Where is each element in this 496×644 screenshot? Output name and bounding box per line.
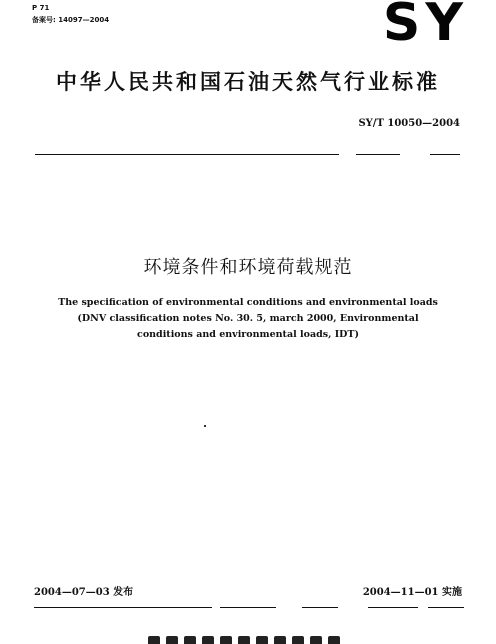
header-divider	[35, 154, 339, 155]
footer-divider-segment	[220, 607, 276, 608]
header-divider-segment	[430, 154, 460, 155]
issue-date: 2004—07—03 发布	[34, 587, 134, 598]
english-title-line: (DNV classification notes No. 30. 5, march 2000, Environmental	[77, 313, 419, 324]
footer-divider-segment	[302, 607, 338, 608]
sy-logo: SY	[382, 0, 468, 53]
document-title-chinese: 环境条件和环境荷载规范	[143, 257, 353, 278]
standard-type-heading: 中华人民共和国石油天然气行业标准	[56, 70, 440, 94]
footer-divider-segment	[368, 607, 418, 608]
footer-divider	[34, 607, 212, 608]
standard-number: SY/T 10050—2004	[358, 118, 460, 129]
cropped-issuer-text	[148, 634, 358, 644]
classification-code: P 71	[32, 4, 50, 12]
implementation-date: 2004—11—01 实施	[362, 587, 462, 598]
header-divider-segment	[356, 154, 400, 155]
stray-dot	[204, 425, 206, 427]
document-title-english	[40, 295, 456, 343]
english-title-line: conditions and environmental loads, IDT)	[137, 329, 359, 340]
english-title-line: The specification of environmental conditions and environmental loads	[58, 297, 438, 308]
record-number: 备案号: 14097—2004	[32, 16, 110, 24]
footer-divider-segment	[428, 607, 464, 608]
